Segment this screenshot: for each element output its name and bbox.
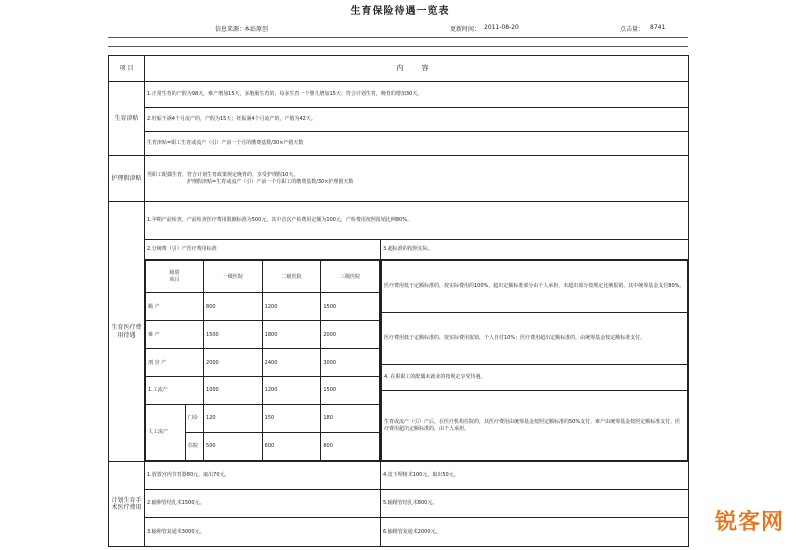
care-rule-1: 男职工配偶生育，符合计划生育政策规定晚育的，享受护理假10天。 — [147, 172, 299, 179]
category-medical: 生育医疗费用待遇 — [109, 202, 145, 462]
planning-item-5: 5.输精管结扎术800元。 — [381, 490, 689, 518]
date-value: 2011-08-20 — [484, 24, 519, 31]
leave-formula: 生育津贴=职工生育或流产（引）产前一个月的缴费基数/30×产假天数 — [145, 132, 689, 156]
care-rule — [145, 156, 689, 202]
medical-rule-1: 1.孕期产前检查，产前检查医疗费用限额标准为500元，其中首次产检费用定额为100元，产检费用按照报销比例80%。 — [145, 202, 689, 240]
site-watermark: 锐客网 — [714, 510, 784, 535]
planning-item-2: 2.输卵管结扎术1500元。 — [145, 490, 381, 518]
sub-header-level3: 三级医院 — [321, 261, 380, 293]
planning-item-4: 4.皮下埋植术100元，取出50元。 — [381, 462, 689, 490]
header-content: 内 容 — [145, 56, 689, 82]
table-row: 1.工流产 1000 1200 1500 — [146, 377, 380, 405]
planning-item-6: 6.输精管复通术2000元。 — [381, 518, 689, 547]
fee-standard-table — [145, 260, 380, 461]
fee-notes-cell — [381, 260, 689, 462]
medical-rule-2: 2.分娩费（引）产医疗费用标准 — [145, 240, 381, 260]
table-row: 顺 产 800 1200 1500 — [146, 293, 380, 321]
divider-top — [108, 37, 688, 38]
table-row: 难 产 1500 1800 2000 — [146, 321, 380, 349]
category-care: 护理假津贴 — [109, 156, 145, 202]
benefits-table — [108, 55, 689, 547]
fee-note-4: 生育或流产（引）产后，在医疗机构住院的，其医疗费用由统筹基金按照定额标准的50%支付，难产由统筹基金按照定额标准支付，医疗费用超出定额标准的，由个人承担。 — [382, 391, 688, 461]
leave-rule-1: 1.正常生育的产假为98天，难产增加15天，多胞胎生育的，每多生育一个婴儿增加15天；符合计划生育，晚育的增加30天。 — [145, 82, 689, 108]
care-rule-2: 护理假津贴=生育或流产（引）产前一个月职工的缴费基数/30×护理假天数 — [187, 178, 354, 185]
source-label: 信息来源： — [215, 26, 246, 33]
fee-note-3: 4. 在职职工的配偶未就业的按规定享受待遇。 — [382, 365, 688, 391]
planning-item-1: 1.放置宫内节育器80元，取出70元。 — [145, 462, 381, 490]
divider-bottom — [108, 46, 688, 47]
table-row: 人工流产 门诊 120 150 180 — [146, 405, 380, 433]
date-label: 更新时间： — [450, 26, 481, 33]
table-row: 住院 500 600 800 — [146, 433, 380, 461]
table-row: 剖 宫 产 2000 2400 3000 — [146, 349, 380, 377]
source-value: 本站原创 — [244, 26, 269, 33]
fee-standard-cell — [145, 260, 381, 462]
medical-rule-3: 3.超标准的按照实际。 — [381, 240, 689, 260]
category-leave: 生育津贴 — [109, 82, 145, 156]
planning-item-3: 3.输卵管复通术3000元。 — [145, 518, 381, 547]
fee-note-1: 医疗费用低于定额标准的，按实际费用的100%，超出定额标准部分由个人承担，未超出部分按规定比例报销，其中统筹基金支付80%。 — [382, 261, 688, 313]
document-title: 生育保险待遇一览表 — [350, 6, 450, 17]
sub-header-level1: 一级医院 — [204, 261, 263, 293]
sub-header-project: 级别 项目 — [146, 261, 204, 293]
fee-notes-table — [381, 260, 688, 461]
views-value: 8741 — [650, 24, 666, 31]
leave-rule-2: 2.妊娠不满4个月流产的，产假为15天；妊娠满4个月流产的，产假为42天。 — [145, 108, 689, 132]
header-project: 项 目 — [109, 56, 145, 82]
category-planning: 计划生育手术医疗费用 — [109, 462, 145, 547]
sub-header-level2: 二级医院 — [262, 261, 321, 293]
views-label: 点击量： — [620, 26, 645, 33]
meta-bar — [0, 22, 800, 36]
fee-note-2: 医疗费用低于定额标准的，按实际费用报销，个人自付10%；医疗费用超出定额标准的，由统筹基金按定额标准支付。 — [382, 313, 688, 365]
